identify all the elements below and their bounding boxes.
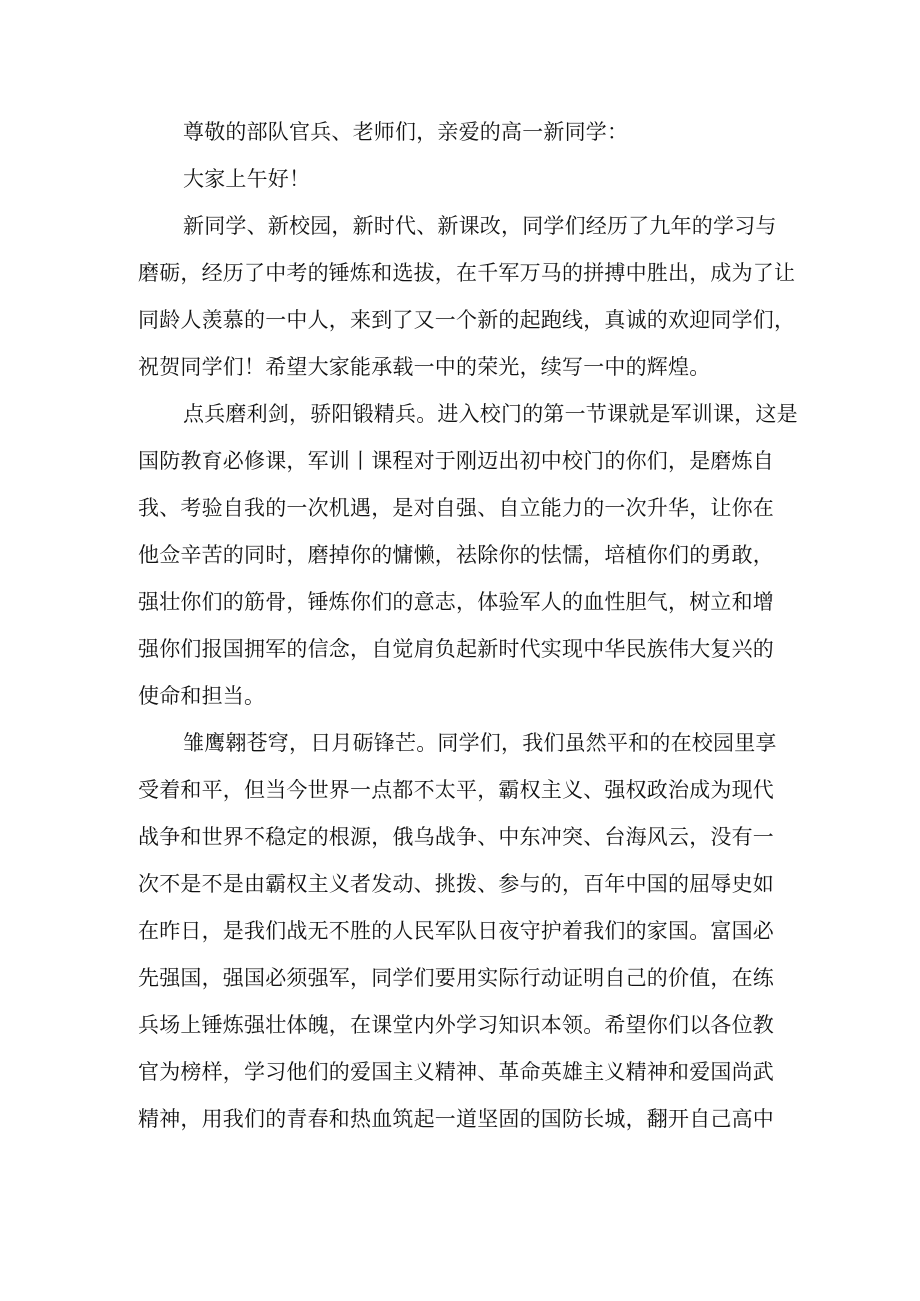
paragraph-1-line: 新同学、新校园，新时代、新课改，同学们经历了九年的学习与 (183, 214, 777, 238)
paragraph-3-line: 受着和平，但当今世界一点都不太平，霸权主义、强权政治成为现代 (138, 778, 774, 802)
paragraph-3-line: 在昨日，是我们战无不胜的人民军队日夜守护着我们的家国。富国必 (138, 919, 774, 943)
paragraph-3-line: 精神，用我们的青春和热血筑起一道坚固的国防长城，翻开自己高中 (138, 1107, 774, 1131)
paragraph-3-line: 战争和世界不稳定的根源，俄乌战争、中东冲突、台海风云，没有一 (138, 825, 774, 849)
paragraph-3-line: 次不是不是由霸权主义者发动、挑拨、参与的，百年中国的屈辱史如 (138, 872, 774, 896)
paragraph-2-line: 使命和担当。 (138, 684, 266, 708)
paragraph-2-line: 强壮你们的筋骨，锤炼你们的意志，体验军人的血性胆气，树立和增 (138, 590, 774, 614)
greeting-line: 大家上午好！ (183, 167, 311, 191)
paragraph-2-line: 强你们报国拥军的信念，自觉肩负起新时代实现中华民族伟大复兴的 (138, 637, 774, 661)
paragraph-3-line: 雏鹰翱苍穹，日月砺锋芒。同学们，我们虽然平和的在校园里享 (183, 731, 777, 755)
speech-text (138, 109, 798, 1143)
paragraph-2-line: 国防教育必修课，军训丨课程对于刚迈出初中校门的你们，是磨炼自 (138, 449, 774, 473)
paragraph-3-line: 先强国，强国必须强军，同学们要用实际行动证明自己的价值，在练 (138, 966, 774, 990)
paragraph-3-line: 官为榜样，学习他们的爱国主义精神、革命英雄主义精神和爱国尚武 (138, 1060, 774, 1084)
salutation-line: 尊敬的部队官兵、老师们，亲爱的高一新同学： (183, 120, 629, 144)
paragraph-3-line: 兵场上锤炼强壮体魄，在课堂内外学习知识本领。希望你们以各位教 (138, 1013, 774, 1037)
paragraph-1-line: 同龄人羡慕的一中人，来到了又一个新的起跑线，真诚的欢迎同学们， (138, 308, 796, 332)
paragraph-2-line: 我、考验自我的一次机遇，是对自强、自立能力的一次升华，让你在 (138, 496, 774, 520)
paragraph-2-line: 点兵磨利剑，骄阳锻精兵。进入校门的第一节课就是军训课，这是 (183, 402, 798, 426)
paragraph-1-line: 祝贺同学们！希望大家能承载一中的荣光，续写一中的辉煌。 (138, 355, 711, 379)
paragraph-2-line: 他佥辛苦的同时，磨掉你的慵懒，祛除你的怯懦，培植你们的勇敢， (138, 543, 774, 567)
paragraph-1-line: 磨砺，经历了中考的锤炼和选拔，在千军万马的拼搏中胜出，成为了让 (138, 261, 796, 285)
